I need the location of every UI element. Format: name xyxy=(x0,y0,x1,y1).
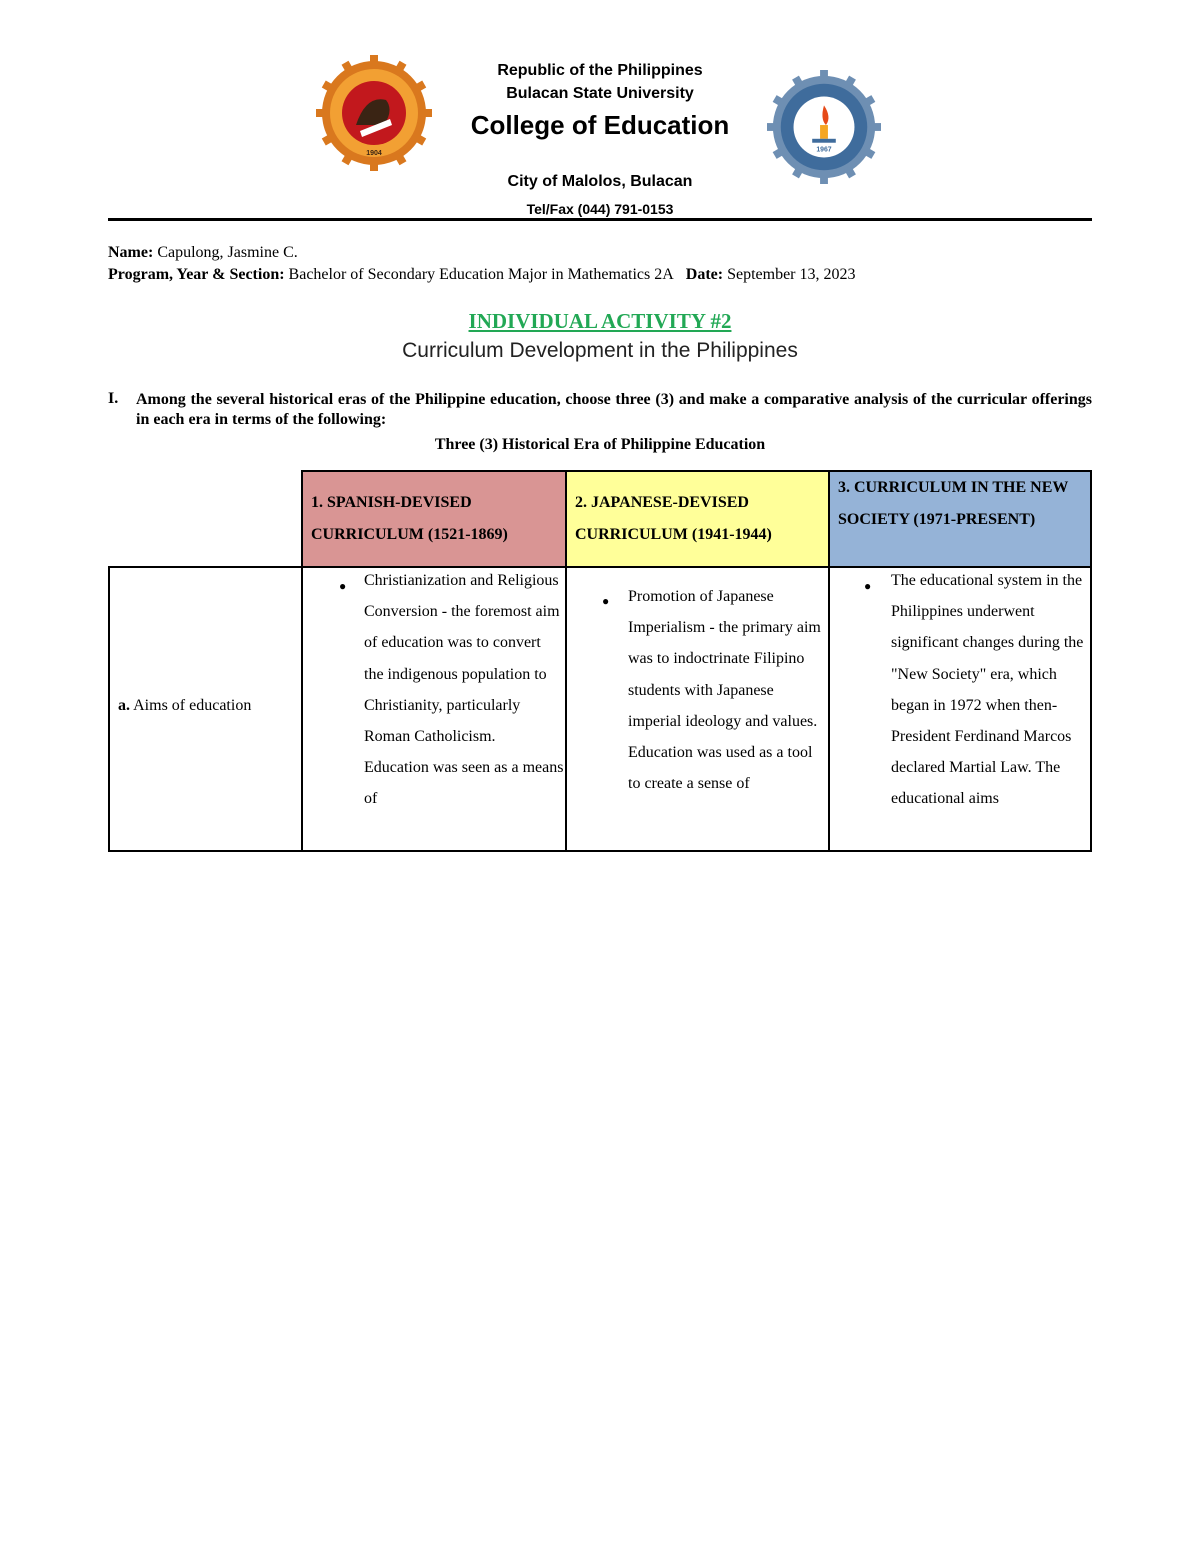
japanese-aims-cell xyxy=(565,566,830,852)
question-number: I. xyxy=(108,390,119,407)
row-label-cell xyxy=(108,566,303,852)
header-spanish-curriculum: 1. SPANISH-DEVISED CURRICULUM (1521-1869) xyxy=(301,470,567,568)
activity-title: INDIVIDUAL ACTIVITY #2 xyxy=(468,309,732,333)
college-name: College of Education xyxy=(470,110,730,140)
program-label: Program, Year & Section: xyxy=(108,266,285,283)
japanese-aims-text: Promotion of Japanese Imperialism - the primary aim was to indoctrinate Filipino students with Japanese imperial ideology and values. Education was used as a tool to create a sense of xyxy=(628,588,821,793)
republic-line: Republic of the Philippines xyxy=(497,62,703,79)
date-value: September 13, 2023 xyxy=(727,266,856,283)
bullet-icon: ● xyxy=(864,579,872,593)
spanish-aims-text: Christianization and Religious Conversion - the foremost aim of education was to convert the indigenous population to Christianity, particularly Roman Catholicism. Education was seen as a means of xyxy=(364,572,564,808)
date-label: Date: xyxy=(685,266,724,283)
row-label-text: Aims of education xyxy=(133,697,252,714)
name-label: Name: xyxy=(108,244,154,261)
table-caption: Three (3) Historical Era of Philippine Education xyxy=(434,436,766,453)
bullet-icon: ● xyxy=(339,579,347,593)
question-text: Among the several historical eras of the Philippine education, choose three (3) and make a comparative analysis of the curricular offerings in each era in terms of the following: xyxy=(136,391,1092,428)
program-value: Bachelor of Secondary Education Major in Mathematics 2A xyxy=(288,266,674,283)
city-line: City of Malolos, Bulacan xyxy=(507,173,693,190)
header-new-society-curriculum: 3. CURRICULUM IN THE NEW SOCIETY (1971-PRESENT) xyxy=(828,470,1092,568)
college-of-education-seal-logo xyxy=(767,70,881,184)
bulsu-seal-logo xyxy=(316,55,432,171)
student-name: Capulong, Jasmine C. xyxy=(157,244,298,261)
header-divider xyxy=(108,218,1092,221)
spanish-aims-cell xyxy=(301,566,567,852)
header-japanese-curriculum: 2. JAPANESE-DEVISED CURRICULUM (1941-1944) xyxy=(565,470,830,568)
row-label-prefix: a. xyxy=(118,697,130,714)
bullet-icon: ● xyxy=(602,594,610,608)
bulsu-seal-year: 1904 xyxy=(366,150,382,157)
coe-seal-year: 1967 xyxy=(816,146,832,154)
new-society-aims-cell xyxy=(828,566,1092,852)
telfax-line: Tel/Fax (044) 791-0153 xyxy=(526,201,674,217)
university-name: Bulacan State University xyxy=(506,85,694,102)
activity-subtitle: Curriculum Development in the Philippines xyxy=(402,339,798,362)
new-society-aims-text: The educational system in the Philippines underwent significant changes during the "New Society" era, which began in 1972 when then-President Ferdinand Marcos declared Martial Law. The educational aims xyxy=(891,572,1084,808)
name-line xyxy=(108,244,298,262)
program-line xyxy=(108,266,856,284)
row-label xyxy=(118,690,251,721)
